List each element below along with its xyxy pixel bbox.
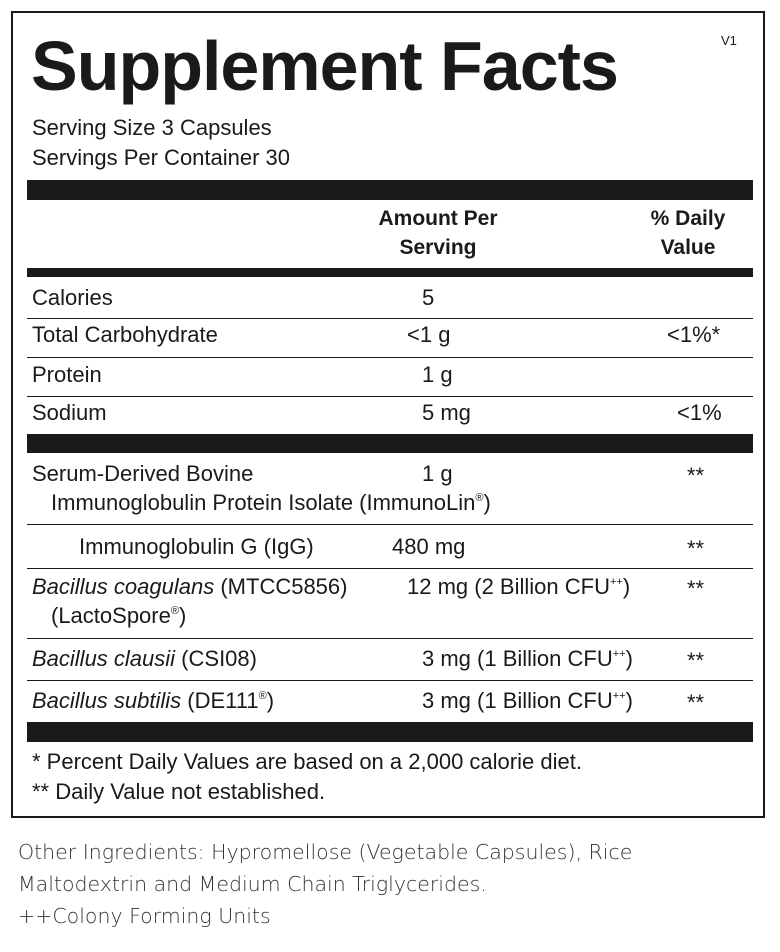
row-divider [27, 318, 753, 319]
row-divider [27, 680, 753, 681]
ingredient-amount: 3 mg (1 Billion CFU++) [422, 688, 633, 713]
nutrient-amount: 1 g [422, 362, 453, 387]
row-divider [27, 638, 753, 639]
nutrient-name: Calories [32, 285, 113, 310]
row-divider [27, 357, 753, 358]
other-ingredients [18, 836, 632, 932]
dv-header-line1: % Daily [650, 207, 726, 230]
amount-header-line1: Amount Per [378, 207, 498, 230]
thick-divider [27, 434, 753, 453]
nutrient-name: Protein [32, 362, 102, 387]
ingredient-name: Bacillus subtilis (DE111®) [32, 688, 275, 713]
ingredient-dv: ** [687, 536, 705, 561]
ingredient-dv: ** [687, 648, 705, 673]
row-divider [27, 568, 753, 569]
servings-per-container: Servings Per Container 30 [32, 145, 291, 170]
ingredient-amount: 3 mg (1 Billion CFU++) [422, 646, 633, 671]
dv-header-line2: Value [660, 236, 716, 259]
ingredient-dv: ** [687, 690, 705, 715]
amount-per-serving-header [348, 204, 528, 262]
ingredient-amount: 480 mg [392, 534, 466, 559]
ingredient-name: Bacillus coagulans (MTCC5856) [32, 574, 348, 599]
ingredient-dv: ** [687, 463, 705, 488]
panel-title: Supplement Facts [31, 27, 618, 105]
other-ingredients-line1: Other Ingredients: Hypromellose (Vegetable Capsules), Rice [18, 840, 633, 864]
nutrient-name: Total Carbohydrate [32, 322, 218, 347]
nutrient-amount: 5 [422, 285, 435, 310]
ingredient-dv: ** [687, 576, 705, 601]
ingredient-brand: (LactoSpore®) [51, 603, 187, 628]
other-ingredients-line2: Maltodextrin and Medium Chain Triglycerides. [18, 872, 487, 896]
row-divider [27, 396, 753, 397]
thick-divider [27, 722, 753, 742]
ingredient-amount: 1 g [422, 461, 453, 486]
nutrient-dv: <1%* [667, 322, 721, 347]
ingredient-name: Serum-Derived Bovine [32, 461, 254, 486]
ingredient-name-continued: Immunoglobulin Protein Isolate (ImmunoLin®) [51, 490, 491, 515]
footnote-daily-values: * Percent Daily Values are based on a 2,000 calorie diet. [32, 749, 582, 774]
supplement-facts-panel [11, 11, 765, 818]
nutrient-dv: <1% [677, 400, 722, 425]
ingredient-name: Immunoglobulin G (IgG) [79, 534, 314, 559]
ingredient-name: Bacillus clausii (CSI08) [32, 646, 257, 671]
footnote-not-established: ** Daily Value not established. [32, 779, 326, 804]
serving-size: Serving Size 3 Capsules [32, 115, 272, 140]
amount-header-line2: Serving [399, 236, 477, 259]
nutrient-amount: 5 mg [422, 400, 471, 425]
version-label: V1 [721, 33, 737, 48]
thick-divider [27, 180, 753, 200]
daily-value-header [628, 204, 748, 262]
row-divider [27, 524, 753, 525]
nutrient-name: Sodium [32, 400, 107, 425]
ingredient-amount: 12 mg (2 Billion CFU++) [407, 574, 631, 599]
nutrient-amount: <1 g [407, 322, 451, 347]
medium-divider [27, 268, 753, 277]
cfu-definition: ++Colony Forming Units [18, 904, 271, 928]
